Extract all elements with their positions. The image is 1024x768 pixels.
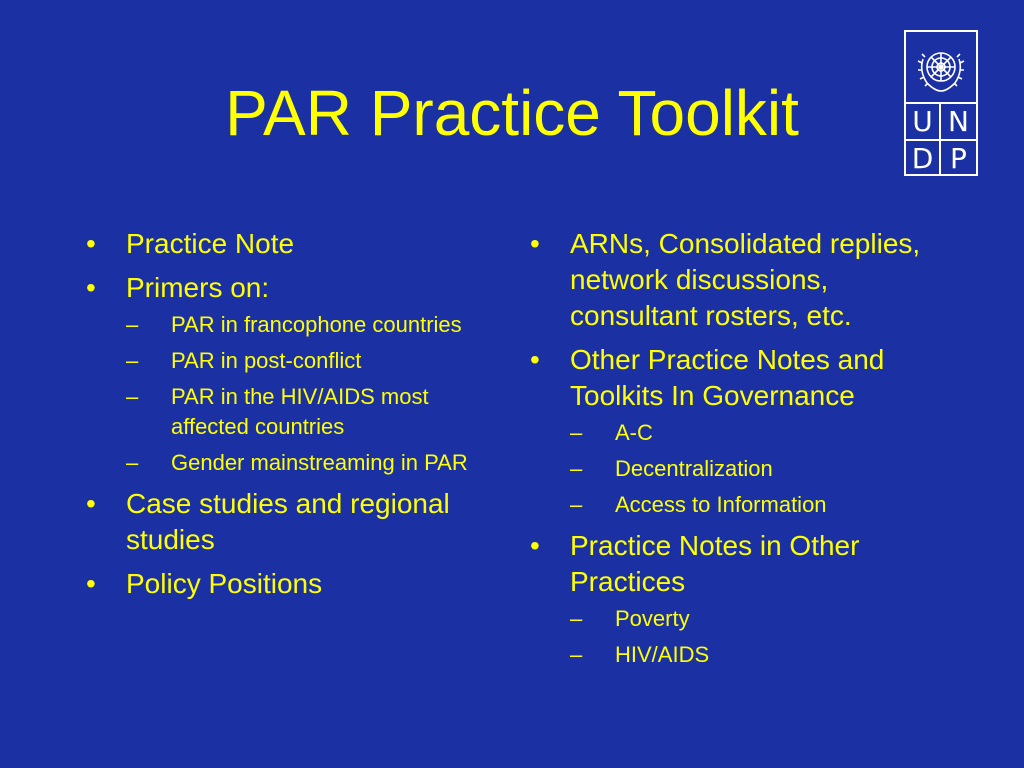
un-emblem-icon bbox=[906, 32, 976, 102]
bullet-item bbox=[530, 342, 950, 520]
logo-letter-u: U bbox=[906, 104, 941, 141]
dash-icon: – bbox=[570, 456, 583, 481]
bullet-dot-icon: • bbox=[86, 568, 96, 599]
bullet-dot-icon: • bbox=[530, 530, 540, 561]
bullet-dot-icon: • bbox=[86, 228, 96, 259]
dash-icon: – bbox=[126, 348, 139, 373]
sub-bullet-text: A-C bbox=[615, 420, 653, 445]
slide-title: PAR Practice Toolkit bbox=[225, 77, 799, 149]
sub-bullet-text: Poverty bbox=[615, 606, 690, 631]
bullet-item bbox=[86, 566, 506, 602]
logo-letter-p: P bbox=[950, 142, 967, 175]
sub-bullet-text: Access to Information bbox=[615, 492, 827, 517]
dash-icon: – bbox=[126, 450, 139, 475]
bullet-text: Policy Positions bbox=[126, 568, 323, 599]
sub-bullet-item bbox=[570, 604, 950, 634]
dash-icon: – bbox=[570, 606, 583, 631]
bullet-item bbox=[86, 226, 506, 262]
bullet-text: Primers on: bbox=[126, 272, 270, 303]
bullet-dot-icon: • bbox=[86, 488, 96, 519]
sub-bullet-item bbox=[126, 310, 506, 340]
bullet-dot-icon: • bbox=[86, 272, 96, 303]
bullet-dot-icon: • bbox=[530, 228, 540, 259]
sub-bullet-text: PAR in francophone countries bbox=[171, 312, 462, 337]
sub-bullet-item bbox=[570, 490, 950, 520]
bullet-text: Case studies and regional studies bbox=[126, 488, 450, 555]
bullet-item bbox=[86, 486, 506, 558]
sub-bullet-item bbox=[126, 448, 506, 478]
sub-bullet-item bbox=[126, 382, 506, 442]
sub-bullet-item bbox=[570, 454, 950, 484]
bullet-text: Practice Note bbox=[126, 228, 295, 259]
bullet-text: Other Practice Notes and Toolkits In Governance bbox=[570, 344, 885, 411]
dash-icon: – bbox=[570, 642, 583, 667]
undp-logo bbox=[904, 30, 978, 176]
sub-bullet-list bbox=[570, 604, 950, 670]
left-bullet-list bbox=[86, 226, 506, 610]
sub-bullet-item bbox=[570, 418, 950, 448]
sub-bullet-text: PAR in the HIV/AIDS most affected countries bbox=[171, 384, 429, 439]
dash-icon: – bbox=[570, 420, 583, 445]
bullet-text: Practice Notes in Other Practices bbox=[570, 530, 860, 597]
sub-bullet-text: PAR in post-conflict bbox=[171, 348, 362, 373]
sub-bullet-list bbox=[570, 418, 950, 520]
sub-bullet-item bbox=[126, 346, 506, 376]
bullet-item bbox=[530, 226, 950, 334]
logo-letter-d: D bbox=[906, 141, 941, 176]
bullet-item bbox=[86, 270, 506, 478]
dash-icon: – bbox=[570, 492, 583, 517]
sub-bullet-list bbox=[126, 310, 506, 478]
sub-bullet-item bbox=[570, 640, 950, 670]
undp-letter-grid bbox=[906, 102, 976, 176]
dash-icon: – bbox=[126, 384, 139, 409]
sub-bullet-text: HIV/AIDS bbox=[615, 642, 710, 667]
dash-icon: – bbox=[126, 312, 139, 337]
logo-letter-n: N bbox=[941, 104, 976, 141]
sub-bullet-text: Decentralization bbox=[615, 456, 773, 481]
bullet-item bbox=[530, 528, 950, 670]
sub-bullet-text: Gender mainstreaming in PAR bbox=[171, 450, 468, 475]
bullet-dot-icon: • bbox=[530, 344, 540, 375]
bullet-text: ARNs, Consolidated replies, network discussions, consultant rosters, etc. bbox=[570, 228, 921, 331]
right-bullet-list bbox=[530, 226, 950, 678]
